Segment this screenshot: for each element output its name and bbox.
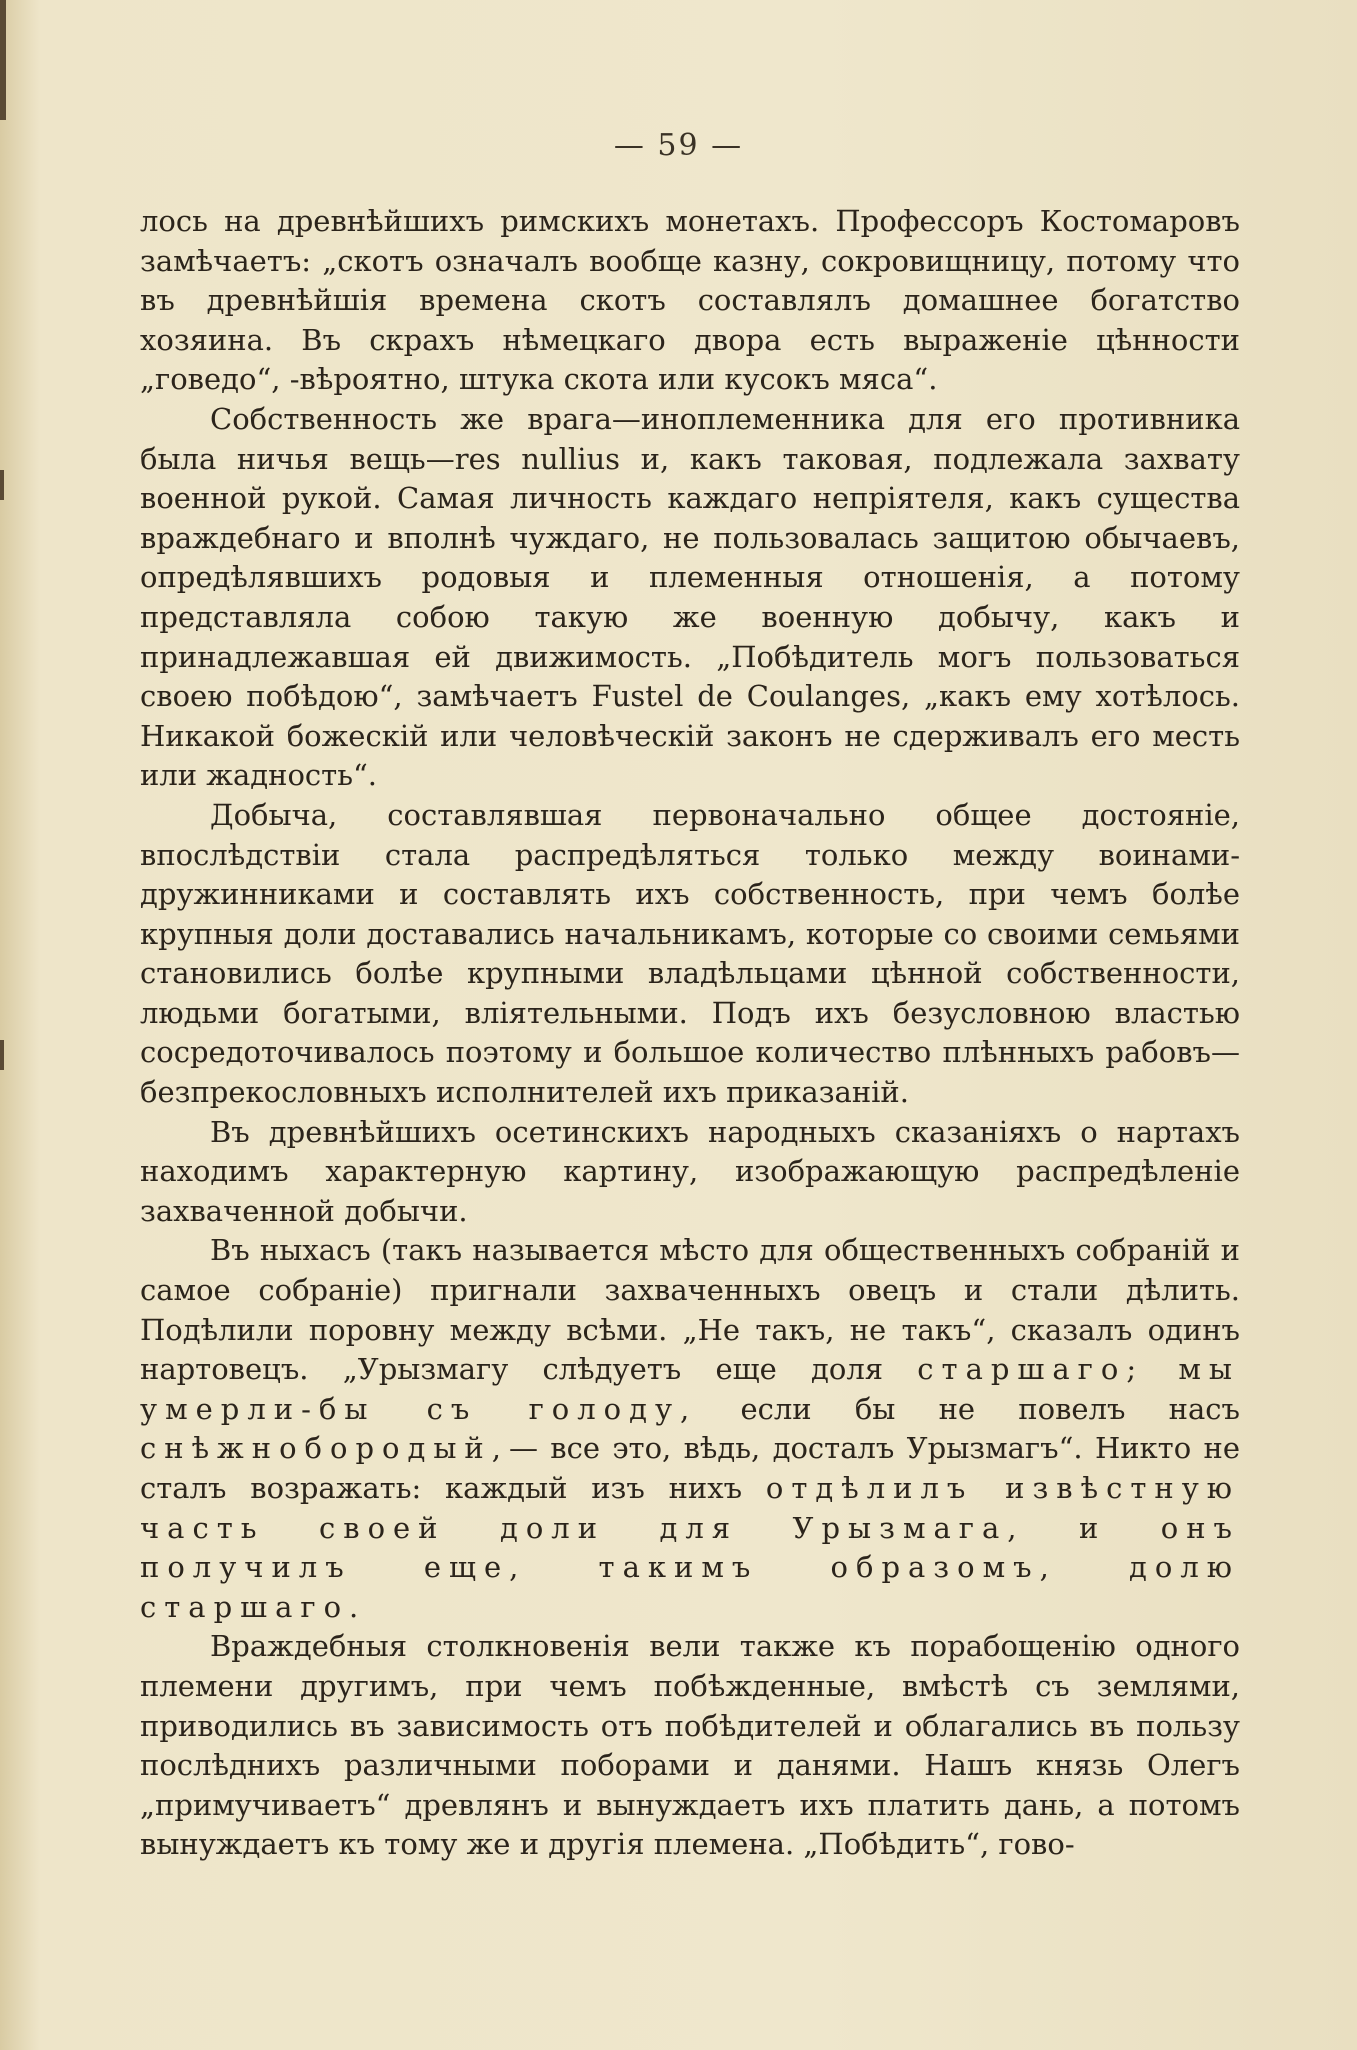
paragraph-text: Въ ныхасъ (такъ называется мѣсто для общественныхъ собраній и самое собраніе) пригнали захваченныхъ овецъ и стали дѣлить. Подѣлили поровну между всѣми. „Не такъ, не такъ“, сказалъ одинъ нартовецъ. „Урызмагу слѣдуетъ еще доля (140, 1233, 1240, 1387)
paragraph-text: Въ древнѣйшихъ осетинскихъ народныхъ сказаніяхъ о нартахъ находимъ характерную картину, изображающую распредѣленіе захваченной добычи. (140, 1114, 1240, 1228)
paragraph-text: если бы не повелъ насъ (697, 1391, 1240, 1426)
emphasized-text: мы умерли-бы съ голоду, (140, 1352, 1240, 1426)
paragraph-text: Добыча, составлявшая первоначально общее достояніе, впослѣдствіи стала распредѣляться только между воинами-дружинниками и составлять ихъ собственность, при чемъ болѣе крупныя доли доставались начальникамъ, которые со своими семьями становились болѣе крупными владѣльцами цѣнной собственности, людьми богатыми, вліятельными. Подъ ихъ безусловною властью сосредоточивалось поэтому и большое количество плѣнныхъ рабовъ—безпрекословныхъ исполнителей ихъ приказаній. (140, 797, 1240, 1110)
scan-edge-mark (0, 0, 6, 120)
emphasized-text: снѣжнобородый, (140, 1431, 509, 1466)
page-number: — 59 — (613, 128, 744, 163)
paragraph (140, 1627, 1240, 1865)
scan-edge-mark (0, 470, 4, 500)
paragraph-text: Враждебныя столкновенія вели также къ порабощенію одного племени другимъ, при чемъ побѣжденные, вмѣстѣ съ землями, приводились въ зависимость отъ побѣдителей и облагались въ пользу послѣднихъ различными поборами и данями. Нашъ князь Олегъ „примучиваетъ“ древлянъ и вынуждаетъ ихъ платить дань, а потомъ вынуждаетъ къ тому же и другія племена. „Побѣдить“, гово- (140, 1629, 1240, 1862)
paragraph-text: Собственность же врага—иноплеменника для его противника была ничья вещь—res nullius и, какъ таковая, подлежала захвату военной рукой. Самая личность каждаго непріятеля, какъ существа враждебнаго и вполнѣ чуждаго, не пользовалась защитою обычаевъ, опредѣлявшихъ родовыя и племенныя отношенія, а потому представляла собою такую же военную добычу, какъ и принадлежавшая ей движимость. „Побѣдитель могъ пользоваться своею побѣдою“, замѣчаетъ Fustel de Coulanges, „какъ ему хотѣлось. Никакой божескій или человѣческій законъ не сдерживалъ его месть или жадность“. (140, 401, 1240, 793)
paragraph (140, 1231, 1240, 1627)
emphasized-text: отдѣлилъ извѣстную часть своей доли для Урызмага, и онъ получилъ еще, такимъ образомъ, долю старшаго. (140, 1471, 1241, 1624)
paragraph-text (1144, 1352, 1178, 1386)
paragraph-text: — все это, вѣдь, досталъ Урызмагъ“. Никто не сталъ возражать: каждый изъ нихъ (140, 1431, 1240, 1505)
body-text (140, 202, 1240, 1865)
emphasized-text: старшаго; (917, 1352, 1145, 1387)
paragraph-text: лось на древнѣйшихъ римскихъ монетахъ. Профессоръ Костомаровъ замѣчаетъ: „скотъ означалъ вообще казну, сокровищницу, потому что въ древнѣйшія времена скотъ составлялъ домашнее богатство хозяина. Въ скрахъ нѣмецкаго двора есть выраженіе цѣнности „говедо“, -вѣроятно, штука скота или кусокъ мяса“. (140, 204, 1240, 397)
scan-edge-mark (0, 1040, 4, 1070)
paragraph (140, 796, 1240, 1113)
paragraph (140, 400, 1240, 796)
paragraph (140, 1113, 1240, 1232)
paragraph (140, 202, 1240, 400)
